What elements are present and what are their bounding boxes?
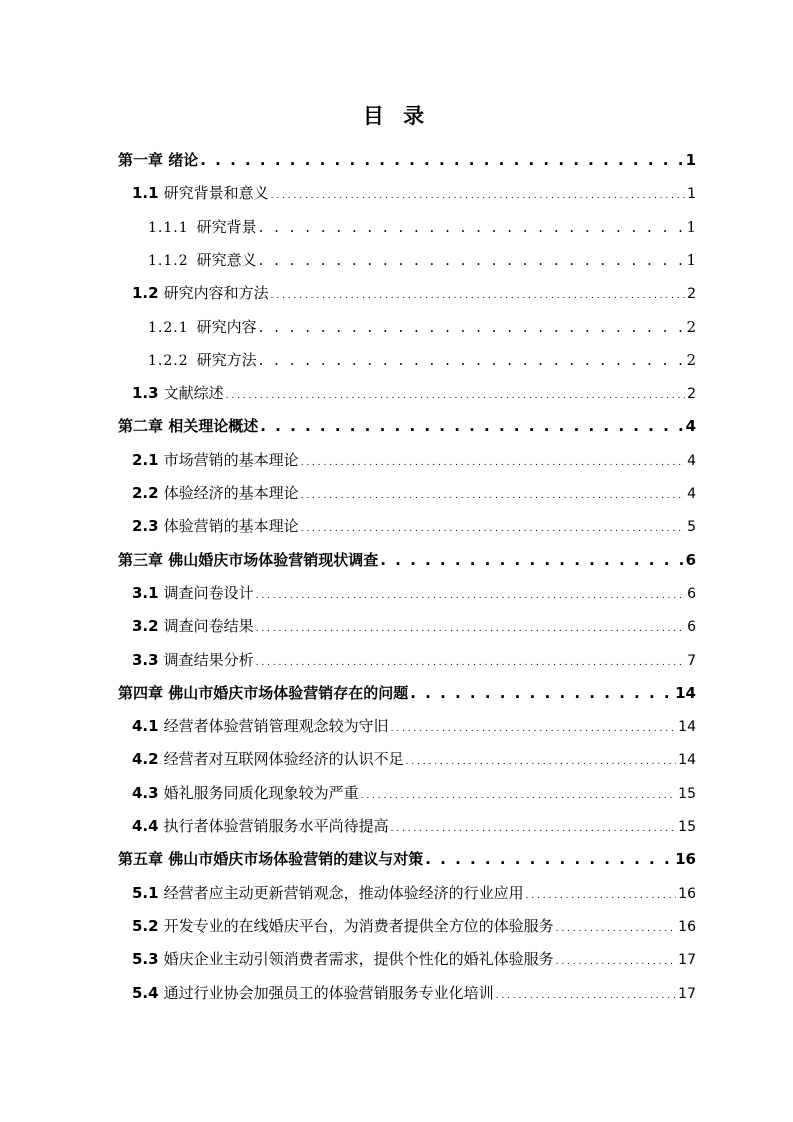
toc-entry-label: 研究内容和方法	[163, 284, 269, 303]
toc-entry-number: 2.2	[132, 484, 159, 502]
dot-leader	[256, 651, 685, 675]
dot-leader	[301, 517, 685, 541]
toc-entry-label: 第五章 佛山市婚庆市场体验营销的建议与对策	[118, 850, 424, 869]
toc-entry-page-number: 1	[686, 217, 696, 236]
toc-entry-page-number: 2	[686, 350, 696, 369]
toc-entry-number: 2.3	[132, 517, 159, 536]
dot-leader	[556, 917, 677, 941]
dot-leader	[259, 215, 685, 239]
toc-entry-label: 经营者应主动更新营销观念，推动体验经济的行业应用	[163, 883, 524, 902]
toc-entry-number: 1.1.2	[148, 252, 189, 269]
toc-entry-label: 第二章 相关理论概述	[118, 417, 259, 436]
toc-entry-page-number: 15	[678, 785, 696, 802]
toc-entry-page-number: 15	[678, 819, 696, 835]
dot-leader	[200, 148, 683, 172]
toc-entry-page-number: 14	[678, 719, 696, 736]
toc-entry-page-number: 6	[687, 585, 696, 602]
toc-entry-number: 1.3	[132, 384, 159, 403]
toc-entry-label: 调查结果分析	[163, 650, 254, 669]
toc-entry-number: 4.3	[132, 783, 159, 802]
dot-leader	[226, 384, 685, 408]
toc-entry-page-number: 4	[687, 452, 696, 469]
toc-entry-section	[132, 781, 696, 805]
dot-leader	[410, 681, 673, 705]
dot-leader	[301, 484, 685, 508]
toc-entry-label: 研究背景和意义	[163, 184, 269, 203]
toc-entry-label: 研究方法	[196, 350, 257, 369]
toc-entry-number: 1.2	[132, 284, 159, 303]
toc-entry-label: 研究背景	[196, 217, 257, 236]
toc-entry-section	[132, 914, 696, 938]
dot-leader	[526, 884, 677, 908]
toc-entry-number: 3.3	[132, 650, 159, 669]
toc-entry-label: 婚庆企业主动引领消费者需求，提供个性化的婚礼体验服务	[163, 950, 554, 969]
toc-entry-page-number: 1	[687, 186, 696, 203]
toc-entry-label: 体验营销的基本理论	[163, 517, 299, 536]
toc-entry-section	[132, 747, 696, 771]
dot-leader	[256, 617, 685, 641]
toc-entry-page-number: 6	[685, 550, 696, 569]
toc-entry-page-number: 4	[685, 417, 696, 436]
toc-entry-section	[132, 981, 696, 1005]
toc-entry-section	[132, 581, 696, 605]
toc-entry-subsection	[148, 348, 696, 372]
toc-entry-label: 第四章 佛山市婚庆市场体验营销存在的问题	[118, 683, 409, 702]
toc-entry-number: 5.2	[132, 916, 159, 935]
toc-entry-number: 4.4	[132, 817, 159, 835]
dot-leader	[380, 548, 683, 572]
toc-entry-page-number: 1	[686, 250, 696, 269]
dot-leader	[361, 784, 677, 808]
toc-entry-label: 经营者对互联网体验经济的认识不足	[163, 750, 404, 769]
toc-entry-section	[132, 281, 696, 305]
toc-entry-label: 研究内容	[196, 317, 257, 336]
dot-leader	[259, 348, 685, 372]
toc-entry-subsection	[148, 315, 696, 339]
toc-entry-section	[132, 648, 696, 672]
toc-entry-label: 文献综述	[163, 384, 224, 403]
toc-entry-number: 1.2.2	[148, 352, 189, 369]
toc-entry-label: 通过行业协会加强员工的体验营销服务专业化培训	[163, 983, 494, 1002]
toc-entry-section	[132, 614, 696, 638]
toc-entry-page-number: 7	[687, 652, 696, 669]
toc-entry-number: 3.2	[132, 617, 159, 636]
dot-leader	[259, 248, 685, 272]
toc-entry-label: 开发专业的在线婚庆平台，为消费者提供全方位的体验服务	[163, 916, 554, 935]
toc-entry-page-number: 16	[678, 885, 696, 902]
toc-entry-subsection	[148, 215, 696, 239]
toc-entry-number: 3.1	[132, 583, 159, 602]
toc-entry-section	[132, 448, 696, 472]
toc-entry-page-number: 2	[687, 286, 696, 303]
toc-entry-page-number: 16	[678, 918, 696, 935]
dot-leader	[260, 414, 683, 438]
toc-entry-section	[132, 381, 696, 405]
toc-entry-number: 4.1	[132, 717, 159, 736]
toc-title: 目 录	[362, 104, 431, 128]
dot-leader	[391, 817, 677, 841]
dot-leader	[259, 315, 685, 339]
toc-entry-number: 5.3	[132, 950, 159, 969]
toc-entry-page-number: 1	[685, 151, 696, 169]
toc-entry-section	[132, 181, 696, 205]
toc-entry-page-number: 2	[687, 386, 696, 403]
toc-entry-number: 1.2.1	[148, 319, 189, 336]
toc-entry-label: 第三章 佛山婚庆市场体验营销现状调查	[118, 550, 379, 569]
toc-entry-chapter	[118, 148, 696, 172]
toc-entry-page-number: 6	[687, 619, 696, 636]
toc-entry-subsection	[148, 248, 696, 272]
toc-entry-label: 调查问卷结果	[163, 617, 254, 636]
dot-leader	[556, 950, 677, 974]
toc-entry-label: 婚礼服务同质化现象较为严重	[163, 783, 359, 802]
toc-entry-section	[132, 714, 696, 738]
dot-leader	[496, 984, 677, 1008]
dot-leader	[425, 847, 673, 871]
toc-entry-number: 2.1	[132, 450, 159, 469]
toc-entry-number: 1.1	[132, 184, 159, 203]
toc-entry-chapter	[118, 681, 696, 705]
toc-entry-section	[132, 481, 696, 505]
toc-entry-chapter	[118, 414, 696, 438]
toc-entry-chapter	[118, 548, 696, 572]
toc-entry-number: 4.2	[132, 750, 159, 769]
toc-entry-page-number: 2	[686, 317, 696, 336]
dot-leader	[256, 584, 685, 608]
toc-entry-page-number: 16	[675, 850, 696, 869]
toc-entry-page-number: 17	[678, 985, 696, 1002]
toc-entry-label: 经营者体验营销管理观念较为守旧	[163, 717, 389, 736]
toc-entry-chapter	[118, 847, 696, 871]
toc-entry-number: 5.1	[132, 883, 159, 902]
toc-entry-number: 1.1.1	[148, 219, 189, 236]
toc-entry-label: 执行者体验营销服务水平尚待提高	[163, 817, 389, 835]
toc-entry-page-number: 14	[675, 683, 696, 702]
dot-leader	[271, 284, 685, 308]
toc-entry-page-number: 17	[678, 952, 696, 969]
dot-leader	[391, 717, 677, 741]
toc-entry-number: 5.4	[132, 983, 159, 1002]
toc-entry-label: 调查问卷设计	[163, 583, 254, 602]
toc-entry-section	[132, 947, 696, 971]
toc-entry-section	[132, 881, 696, 905]
toc-entry-label: 研究意义	[196, 250, 257, 269]
dot-leader	[406, 750, 677, 774]
toc-entry-section	[132, 814, 696, 838]
dot-leader	[271, 184, 685, 208]
toc-entry-page-number: 5	[687, 519, 696, 536]
toc-entry-label: 第一章 绪论	[118, 151, 199, 169]
dot-leader	[301, 451, 685, 475]
toc-entry-label: 体验经济的基本理论	[163, 484, 299, 502]
toc-entry-page-number: 4	[687, 486, 696, 502]
toc-entry-label: 市场营销的基本理论	[163, 450, 299, 469]
toc-entry-section	[132, 514, 696, 538]
toc-entry-page-number: 14	[678, 752, 696, 769]
